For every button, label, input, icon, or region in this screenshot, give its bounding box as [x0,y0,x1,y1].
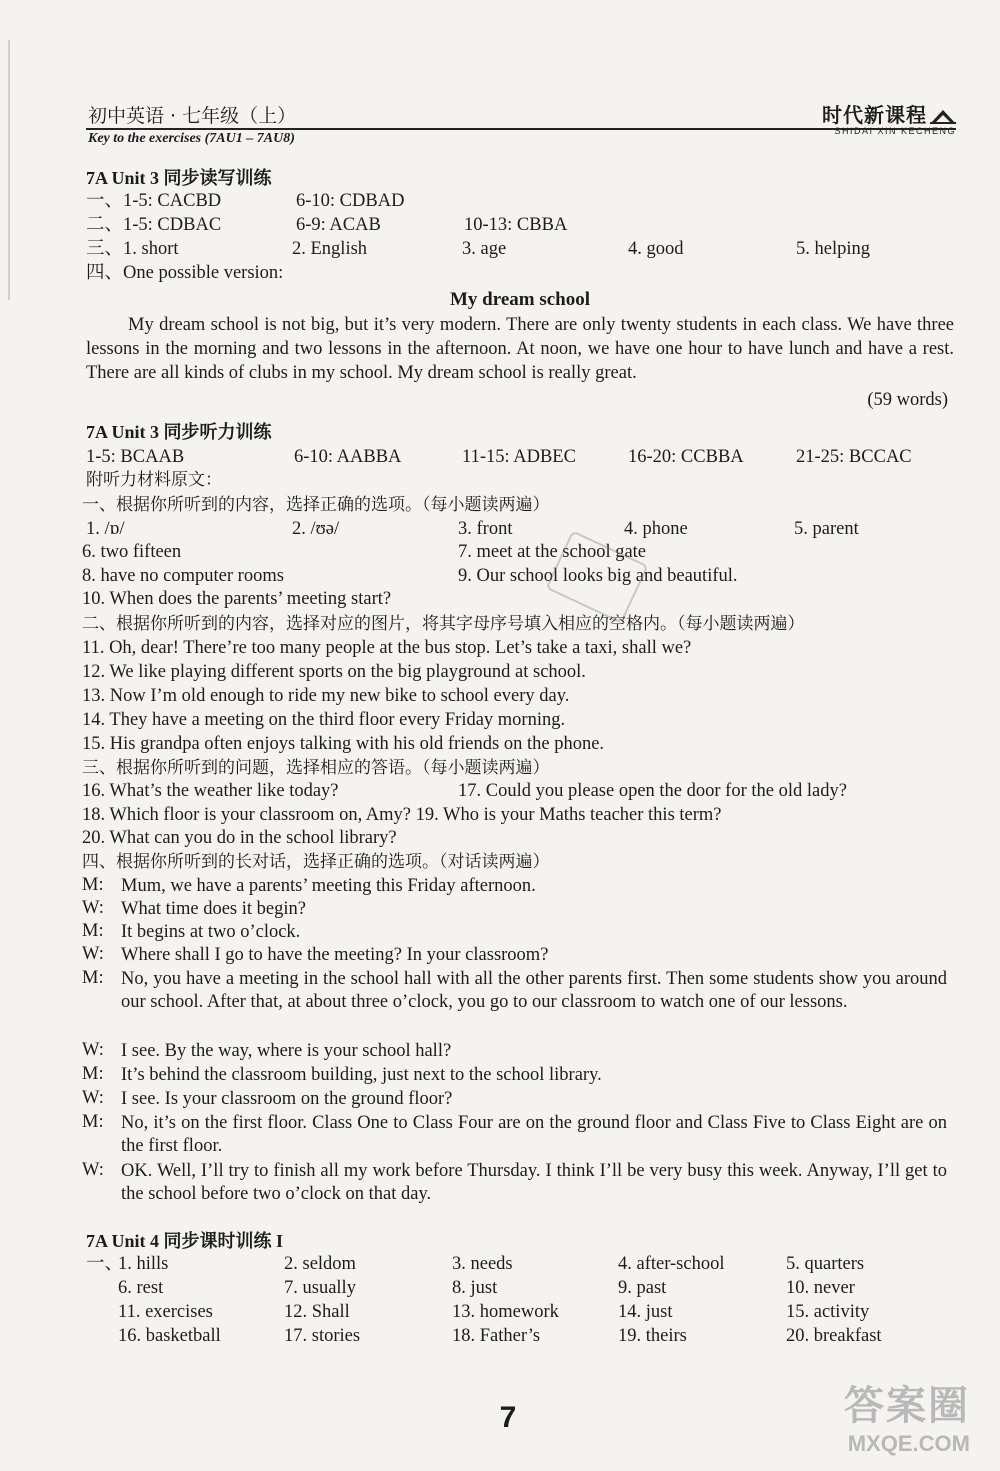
answer-row: 10. When does the parents’ meeting start? [82,589,392,609]
speaker-label: M: [82,1064,104,1084]
answer-cell: 1-5: BCAAB [86,447,185,467]
dialogue-line: OK. Well, I’ll try to finish all my work before Thursday. I think I’ll be very busy this week. Anyway, I’ll get to the school before two o’clock on that day. [121,1161,947,1204]
answer-cell: 8. just [452,1278,498,1298]
word-count: (59 words) [867,390,948,410]
part-heading: 二、根据你所听到的内容，选择对应的图片，将其字母序号填入相应的空格内。（每小题读两遍） [82,614,805,634]
listening-line: 12. We like playing different sports on the big playground at school. [82,662,586,682]
answer-prefix: 一、 [86,1254,124,1274]
listening-line: 11. Oh, dear! There’re too many people at the bus stop. Let’s take a taxi, shall we? [82,638,692,658]
section-title: 7A Unit 3 同步听力训练 [86,422,272,442]
answer-cell: 13. homework [452,1302,559,1322]
dialogue-line: It’s behind the classroom building, just next to the school library. [121,1065,602,1085]
part-heading: 一、根据你所听到的内容，选择正确的选项。（每小题读两遍） [82,495,550,515]
answer-cell: 17. Could you please open the door for the old lady? [458,781,847,801]
answer-cell: 1. /ɒ/ [86,519,125,539]
answer-cell: 5. helping [796,239,870,259]
dialogue-line: What time does it begin? [121,899,306,919]
answer-cell: 8. have no computer rooms [82,566,284,586]
listening-line: 14. They have a meeting on the third floor every Friday morning. [82,710,566,730]
dialogue-line: I see. By the way, where is your school hall? [121,1041,452,1061]
answer-cell: 6-10: AABBA [294,447,402,467]
answer-cell: 9. past [618,1278,667,1298]
answer-cell: 16. basketball [118,1326,221,1346]
answer-cell: 11-15: ADBEC [462,447,576,467]
brand-name-en: SHIDAI XIN KECHENG [834,126,956,136]
speaker-label: W: [82,1088,104,1108]
dialogue-line: I see. Is your classroom on the ground floor? [121,1089,453,1109]
answer-cell: 12. Shall [284,1302,350,1322]
book-title: 初中英语 · 七年级（上） [88,105,297,127]
answer-cell: 14. just [618,1302,673,1322]
part-heading: 三、根据你所听到的问题，选择相应的答语。（每小题读两遍） [82,758,550,778]
answer-cell: 4. after-school [618,1254,725,1274]
speaker-label: M: [82,921,104,941]
answer-cell: 2. seldom [284,1254,356,1274]
header-rule [86,128,956,130]
dialogue-line: It begins at two o’clock. [121,922,301,942]
page-number: 7 [499,1401,517,1434]
speaker-label: W: [82,1040,104,1060]
dialogue-line: No, it’s on the first floor. Class One to Class Four are on the ground floor and Class Five to Class Eight are on the first floor. [121,1113,947,1156]
dialogue-line: Mum, we have a parents’ meeting this Friday afternoon. [121,876,536,896]
speaker-label: W: [82,944,104,964]
binding-edge [8,40,10,300]
answer-cell: 21-25: BCCAC [796,447,912,467]
speaker-label: M: [82,1112,104,1132]
answer-cell: 3. needs [452,1254,513,1274]
listening-line: 13. Now I’m old enough to ride my new bike to school every day. [82,686,570,706]
answer-cell: 二、1-5: CDBAC [86,215,222,235]
section-title: 7A Unit 4 同步课时训练 I [86,1231,284,1251]
speaker-label: W: [82,898,104,918]
publisher-brand [822,99,956,136]
answer-cell: 16-20: CCBBA [628,447,744,467]
essay-title: My dream school [449,289,591,310]
brand-logo-icon [930,108,956,124]
book-subtitle: Key to the exercises (7AU1 – 7AU8) [88,131,295,146]
answer-cell: 6. two fifteen [82,542,182,562]
answer-cell: 16. What’s the weather like today? [82,781,339,801]
answer-cell: 11. exercises [118,1302,213,1322]
answer-cell: 7. meet at the school gate [458,542,647,562]
listening-line: 20. What can you do in the school library? [82,828,397,848]
answer-cell: 7. usually [284,1278,356,1298]
answer-cell: 10. never [786,1278,855,1298]
speaker-label: M: [82,968,104,988]
speaker-label: M: [82,875,104,895]
listening-line: 15. His grandpa often enjoys talking with his old friends on the phone. [82,734,605,754]
answer-cell: 一、1-5: CACBD [86,191,222,211]
site-watermark [844,1374,970,1457]
answer-cell: 3. front [458,519,513,539]
answer-row: 四、One possible version: [86,263,284,283]
watermark-url: MXQE.COM [847,1431,970,1456]
speaker-label: W: [82,1160,104,1180]
answer-cell: 1. hills [118,1254,169,1274]
section-title: 7A Unit 3 同步读写训练 [86,168,272,188]
answer-cell: 三、1. short [86,239,179,259]
answer-cell: 9. Our school looks big and beautiful. [458,566,738,586]
answer-cell: 18. Father’s [452,1326,541,1346]
materials-heading: 附听力材料原文： [86,470,222,490]
answer-cell: 4. phone [624,519,688,539]
answer-cell: 6-10: CDBAD [296,191,405,211]
answer-cell: 2. English [292,239,368,259]
essay-body [86,313,954,385]
answer-cell: 5. quarters [786,1254,865,1274]
answer-cell: 5. parent [794,519,859,539]
brand-name-cn: 时代新课程 [822,99,956,128]
answer-cell: 4. good [628,239,684,259]
answer-cell: 15. activity [786,1302,870,1322]
answer-cell: 2. /ʊə/ [292,519,340,539]
answer-cell: 20. breakfast [786,1326,882,1346]
dialogue-line: Where shall I go to have the meeting? In your classroom? [121,945,549,965]
dialogue-line: No, you have a meeting in the school hall with all the other parents first. Then some students show you around our school. After that, at about three o’clock, you go to our classroom to watch one of our lessons. [121,969,947,1012]
answer-cell: 6. rest [118,1278,164,1298]
watermark-text: 答案圈 [844,1383,970,1429]
answer-cell: 6-9: ACAB [296,215,381,235]
answer-cell: 10-13: CBBA [464,215,568,235]
answer-cell: 17. stories [284,1326,361,1346]
essay-text: My dream school is not big, but it’s very modern. There are only twenty students in each class. We have three lessons in the morning and two lessons in the afternoon. At noon, we have one hour to have lunch and have a rest. There are all kinds of clubs in my school. My dream school is really great. [86,315,954,383]
listening-line: 18. Which floor is your classroom on, Amy? 19. Who is your Maths teacher this term? [82,805,722,825]
answer-cell: 3. age [462,239,507,259]
answer-cell: 19. theirs [618,1326,687,1346]
part-heading: 四、根据你所听到的长对话，选择正确的选项。（对话读两遍） [82,852,550,872]
